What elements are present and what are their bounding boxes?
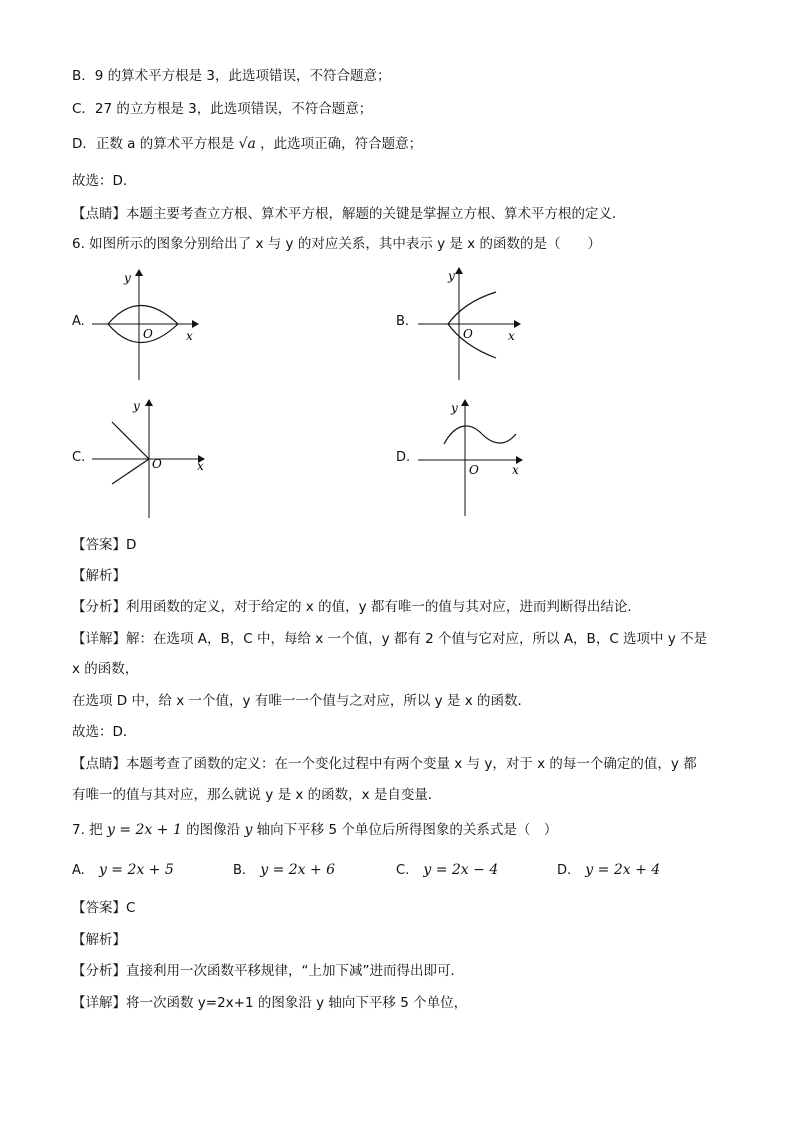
q7-detail: 【详解】将一次函数 y=2x+1 的图象沿 y 轴向下平移 5 个单位，	[72, 995, 468, 1011]
q6-answer: 【答案】D	[72, 537, 137, 553]
q7-y-axis: y	[244, 822, 253, 838]
graph-c-label: C.	[72, 450, 86, 465]
graph-a-x-label: x	[186, 329, 193, 343]
q6-detail-line1: 【详解】解：在选项 A，B，C 中，每给 x 一个值，y 都有 2 个值与它对应，所以 A，B，C 选项中 y 不是	[72, 631, 708, 647]
option-d-text-post: ，此选项正确，符合题意；	[260, 136, 423, 152]
q7-answer: 【答案】C	[72, 900, 136, 916]
q7-option-b-letter: B.	[233, 863, 247, 878]
q6-detail-line2: x 的函数，	[72, 661, 139, 677]
q7-option-b-expr: y = 2x + 6	[260, 862, 336, 878]
q7-function-expression: y = 2x + 1	[106, 822, 182, 838]
graph-d	[414, 394, 534, 520]
question-7	[72, 820, 557, 840]
graph-c-origin: O	[152, 457, 162, 471]
graph-d-x-label: x	[512, 463, 519, 477]
graph-d-origin: O	[469, 463, 479, 477]
graph-b-x-label: x	[508, 329, 515, 343]
q7-option-c-letter: C.	[396, 863, 410, 878]
graph-b-label: B.	[396, 314, 410, 329]
q7-option-d-expr: y = 2x + 4	[585, 862, 661, 878]
q6-detail-line3: 在选项 D 中，给 x 一个值，y 有唯一一个值与之对应，所以 y 是 x 的函数．	[72, 693, 531, 709]
option-d-text-pre: D．正数 a 的算术平方根是	[72, 136, 235, 152]
graph-a-y-label: y	[124, 271, 131, 285]
q7-option-a-expr: y = 2x + 5	[98, 862, 174, 878]
graph-d-y-label: y	[451, 401, 458, 415]
option-b-explanation: B．9 的算术平方根是 3，此选项错误，不符合题意；	[72, 68, 391, 84]
q7-analysis-heading: 【解析】	[72, 932, 126, 948]
question-6: 6. 如图所示的图象分别给出了 x 与 y 的对应关系，其中表示 y 是 x 的函数的是（ ）	[72, 236, 601, 252]
q7-option-c-expr: y = 2x − 4	[423, 862, 499, 878]
q7-text-pre: 7. 把	[72, 822, 103, 838]
q7-option-a-letter: A.	[72, 863, 85, 878]
graph-c-y-label: y	[133, 399, 140, 413]
q6-remark-line1: 【点睛】本题考查了函数的定义：在一个变化过程中有两个变量 x 与 y，对于 x 的每一个确定的值，y 都	[72, 756, 697, 772]
q5-choice: 故选：D．	[72, 173, 137, 189]
graph-a-label: A.	[72, 314, 85, 329]
graph-c-x-label: x	[197, 459, 204, 473]
q7-text-mid: 的图像沿	[186, 822, 241, 838]
graph-b-y-label: y	[448, 269, 455, 283]
graph-a	[88, 262, 208, 384]
graph-b	[414, 262, 534, 384]
q7-analysis: 【分析】直接利用一次函数平移规律，“上加下减”进而得出即可．	[72, 963, 464, 979]
graph-a-origin: O	[143, 327, 153, 341]
graph-b-origin: O	[463, 327, 473, 341]
q6-remark-line2: 有唯一的值与其对应，那么就说 y 是 x 的函数，x 是自变量．	[72, 787, 442, 803]
q7-option-d	[557, 862, 660, 878]
option-c-explanation: C．27 的立方根是 3，此选项错误，不符合题意；	[72, 101, 373, 117]
q7-text-post: 轴向下平移 5 个单位后所得图象的关系式是（ ）	[256, 822, 558, 838]
q6-analysis-heading: 【解析】	[72, 568, 126, 584]
q7-option-c	[396, 862, 498, 878]
graph-c	[88, 394, 210, 522]
option-d-explanation	[72, 134, 422, 154]
sqrt-a-expression: √a	[238, 136, 256, 152]
graph-d-label: D.	[396, 450, 411, 465]
q6-choice: 故选：D．	[72, 724, 137, 740]
q7-option-b	[233, 862, 335, 878]
q6-analysis: 【分析】利用函数的定义，对于给定的 x 的值，y 都有唯一的值与其对应，进而判断得出结论．	[72, 599, 641, 615]
q5-remark: 【点睛】本题主要考查立方根、算术平方根，解题的关键是掌握立方根、算术平方根的定义．	[72, 206, 626, 222]
q7-option-d-letter: D.	[557, 863, 572, 878]
q7-option-a	[72, 862, 174, 878]
